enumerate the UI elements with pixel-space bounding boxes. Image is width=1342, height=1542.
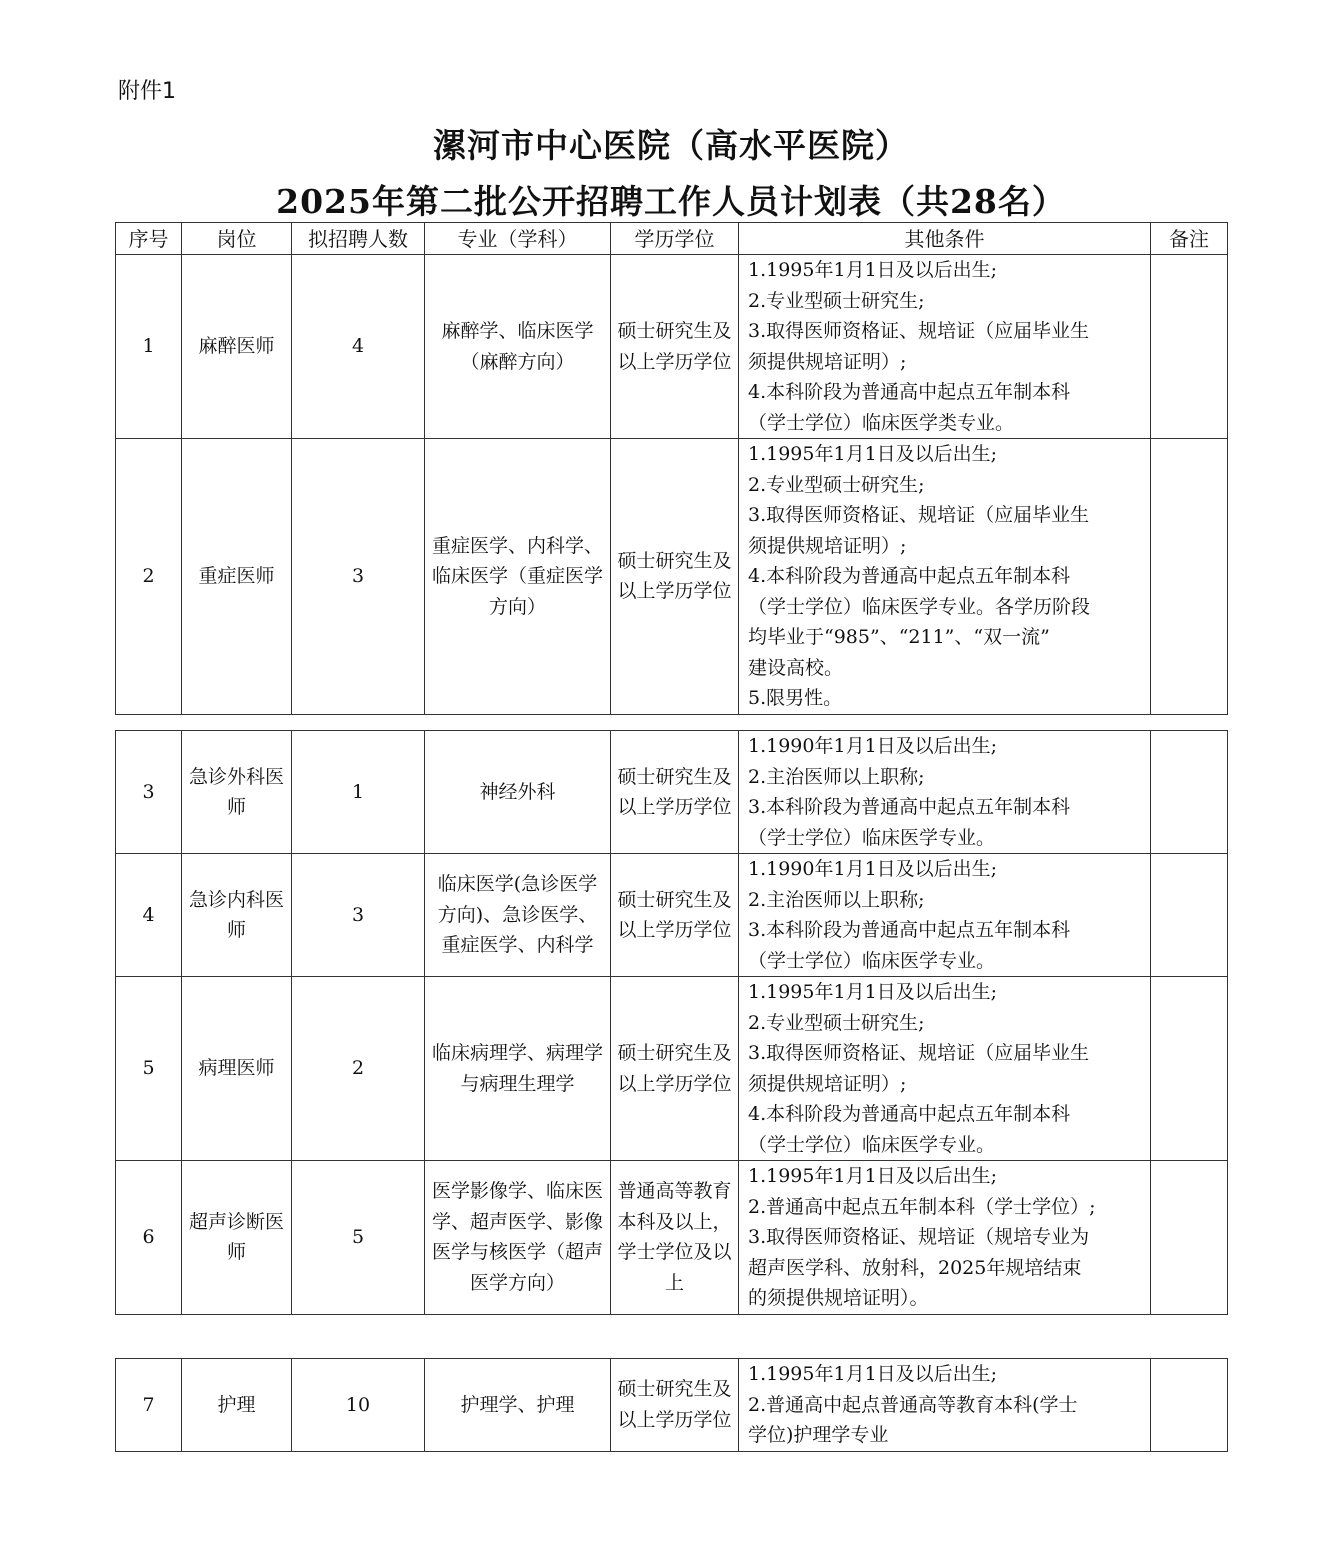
table-row bbox=[116, 731, 1228, 854]
table-row bbox=[116, 977, 1228, 1161]
condition-line: 4.本科阶段为普通高中起点五年制本科 bbox=[748, 1103, 1071, 1125]
condition-line: 1.1995年1月1日及以后出生; bbox=[748, 259, 998, 281]
condition-line: 的须提供规培证明）。 bbox=[748, 1287, 929, 1309]
cell-remark bbox=[1151, 1359, 1228, 1452]
cell-position: 急诊内科医师 bbox=[182, 854, 292, 977]
condition-line: 2.专业型硕士研究生; bbox=[748, 1011, 925, 1034]
condition-line: （学士学位）临床医学专业。 bbox=[748, 949, 996, 972]
cell-position: 重症医师 bbox=[182, 439, 292, 715]
cell-conditions bbox=[739, 1359, 1151, 1452]
cell-education: 硕士研究生及以上学历学位 bbox=[611, 977, 739, 1161]
cell-education: 普通高等教育本科及以上，学士学位及以上 bbox=[611, 1161, 739, 1315]
condition-line: 3.取得医师资格证、规培证（规培专业为 bbox=[748, 1226, 1090, 1248]
cell-count: 5 bbox=[292, 1161, 425, 1315]
condition-line: 2.普通高中起点五年制本科（学士学位）; bbox=[748, 1195, 1096, 1218]
cell-education: 硕士研究生及以上学历学位 bbox=[611, 255, 739, 439]
cell-remark bbox=[1151, 1161, 1228, 1315]
condition-line: （学士学位）临床医学类专业。 bbox=[748, 411, 1015, 434]
cell-remark bbox=[1151, 731, 1228, 854]
condition-line: 2.专业型硕士研究生; bbox=[748, 289, 925, 312]
cell-no: 5 bbox=[116, 977, 182, 1161]
cell-count: 4 bbox=[292, 255, 425, 439]
table-row bbox=[116, 439, 1228, 715]
cell-position: 护理 bbox=[182, 1359, 292, 1452]
header-no: 序号 bbox=[116, 223, 182, 255]
condition-line: 2.普通高中起点普通高等教育本科(学士 bbox=[748, 1393, 1078, 1416]
cell-conditions bbox=[739, 854, 1151, 977]
header-count: 拟招聘人数 bbox=[292, 223, 425, 255]
condition-line: 1.1995年1月1日及以后出生; bbox=[748, 1165, 998, 1187]
condition-line: 3.本科阶段为普通高中起点五年制本科 bbox=[748, 796, 1071, 818]
document-title-line2: 2025年第二批公开招聘工作人员计划表（共28名） bbox=[276, 182, 1066, 221]
document-title-line1: 漯河市中心医院（高水平医院） bbox=[433, 126, 909, 165]
condition-line: 3.取得医师资格证、规培证（应届毕业生 bbox=[748, 320, 1090, 342]
condition-line: 4.本科阶段为普通高中起点五年制本科 bbox=[748, 381, 1071, 403]
table-row bbox=[116, 854, 1228, 977]
condition-line: 超声医学科、放射科，2025年规培结束 bbox=[748, 1256, 1082, 1279]
cell-position: 超声诊断医师 bbox=[182, 1161, 292, 1315]
cell-conditions bbox=[739, 731, 1151, 854]
cell-education: 硕士研究生及以上学历学位 bbox=[611, 731, 739, 854]
condition-line: 1.1995年1月1日及以后出生; bbox=[748, 1363, 998, 1385]
condition-line: 3.取得医师资格证、规培证（应届毕业生 bbox=[748, 504, 1090, 526]
condition-line: （学士学位）临床医学专业。 bbox=[748, 1133, 996, 1156]
cell-count: 10 bbox=[292, 1359, 425, 1452]
cell-position: 麻醉医师 bbox=[182, 255, 292, 439]
condition-line: 5.限男性。 bbox=[748, 687, 843, 709]
cell-count: 2 bbox=[292, 977, 425, 1161]
cell-count: 3 bbox=[292, 439, 425, 715]
cell-no: 3 bbox=[116, 731, 182, 854]
condition-line: 2.专业型硕士研究生; bbox=[748, 473, 925, 496]
condition-line: 1.1995年1月1日及以后出生; bbox=[748, 981, 998, 1003]
condition-line: 4.本科阶段为普通高中起点五年制本科 bbox=[748, 565, 1071, 587]
condition-line: 须提供规培证明）; bbox=[748, 350, 907, 373]
condition-line: （学士学位）临床医学专业。各学历阶段 bbox=[748, 595, 1091, 618]
cell-remark bbox=[1151, 977, 1228, 1161]
condition-line: 1.1990年1月1日及以后出生; bbox=[748, 858, 998, 880]
cell-major: 医学影像学、临床医学、超声医学、影像医学与核医学（超声医学方向） bbox=[425, 1161, 611, 1315]
condition-line: 须提供规培证明）; bbox=[748, 1072, 907, 1095]
cell-position: 病理医师 bbox=[182, 977, 292, 1161]
header-major: 专业（学科） bbox=[425, 223, 611, 255]
cell-education: 硕士研究生及以上学历学位 bbox=[611, 854, 739, 977]
cell-no: 7 bbox=[116, 1359, 182, 1452]
condition-line: 3.本科阶段为普通高中起点五年制本科 bbox=[748, 919, 1071, 941]
header-position: 岗位 bbox=[182, 223, 292, 255]
cell-no: 6 bbox=[116, 1161, 182, 1315]
cell-major: 临床医学(急诊医学方向)、急诊医学、重症医学、内科学 bbox=[425, 854, 611, 977]
cell-conditions bbox=[739, 439, 1151, 715]
condition-line: 1.1995年1月1日及以后出生; bbox=[748, 443, 998, 465]
cell-education: 硕士研究生及以上学历学位 bbox=[611, 1359, 739, 1452]
cell-remark bbox=[1151, 854, 1228, 977]
table-row bbox=[116, 1359, 1228, 1452]
header-conditions: 其他条件 bbox=[739, 223, 1151, 255]
condition-line: 学位)护理学专业 bbox=[748, 1424, 889, 1446]
cell-major: 护理学、护理 bbox=[425, 1359, 611, 1452]
recruitment-table-part1 bbox=[115, 222, 1228, 715]
condition-line: （学士学位）临床医学专业。 bbox=[748, 826, 996, 849]
cell-remark bbox=[1151, 439, 1228, 715]
condition-line: 2.主治医师以上职称; bbox=[748, 888, 925, 911]
table-row bbox=[116, 255, 1228, 439]
cell-major: 重症医学、内科学、临床医学（重症医学方向） bbox=[425, 439, 611, 715]
condition-line: 2.主治医师以上职称; bbox=[748, 765, 925, 788]
cell-major: 神经外科 bbox=[425, 731, 611, 854]
condition-line: 3.取得医师资格证、规培证（应届毕业生 bbox=[748, 1042, 1090, 1064]
condition-line: 1.1990年1月1日及以后出生; bbox=[748, 735, 998, 757]
cell-count: 3 bbox=[292, 854, 425, 977]
cell-count: 1 bbox=[292, 731, 425, 854]
cell-no: 4 bbox=[116, 854, 182, 977]
attachment-label: 附件1 bbox=[118, 79, 176, 104]
header-education: 学历学位 bbox=[611, 223, 739, 255]
cell-conditions bbox=[739, 1161, 1151, 1315]
cell-major: 麻醉学、临床医学（麻醉方向） bbox=[425, 255, 611, 439]
condition-line: 建设高校。 bbox=[748, 656, 844, 679]
cell-no: 2 bbox=[116, 439, 182, 715]
condition-line: 均毕业于“985”、“211”、“双一流” bbox=[748, 626, 1050, 648]
recruitment-table-part3 bbox=[115, 1358, 1228, 1452]
table-header-row bbox=[116, 223, 1228, 255]
cell-conditions bbox=[739, 977, 1151, 1161]
cell-major: 临床病理学、病理学与病理生理学 bbox=[425, 977, 611, 1161]
table-row bbox=[116, 1161, 1228, 1315]
cell-education: 硕士研究生及以上学历学位 bbox=[611, 439, 739, 715]
cell-conditions bbox=[739, 255, 1151, 439]
cell-position: 急诊外科医师 bbox=[182, 731, 292, 854]
cell-remark bbox=[1151, 255, 1228, 439]
recruitment-table-part2 bbox=[115, 730, 1228, 1315]
condition-line: 须提供规培证明）; bbox=[748, 534, 907, 557]
header-remark: 备注 bbox=[1151, 223, 1228, 255]
cell-no: 1 bbox=[116, 255, 182, 439]
